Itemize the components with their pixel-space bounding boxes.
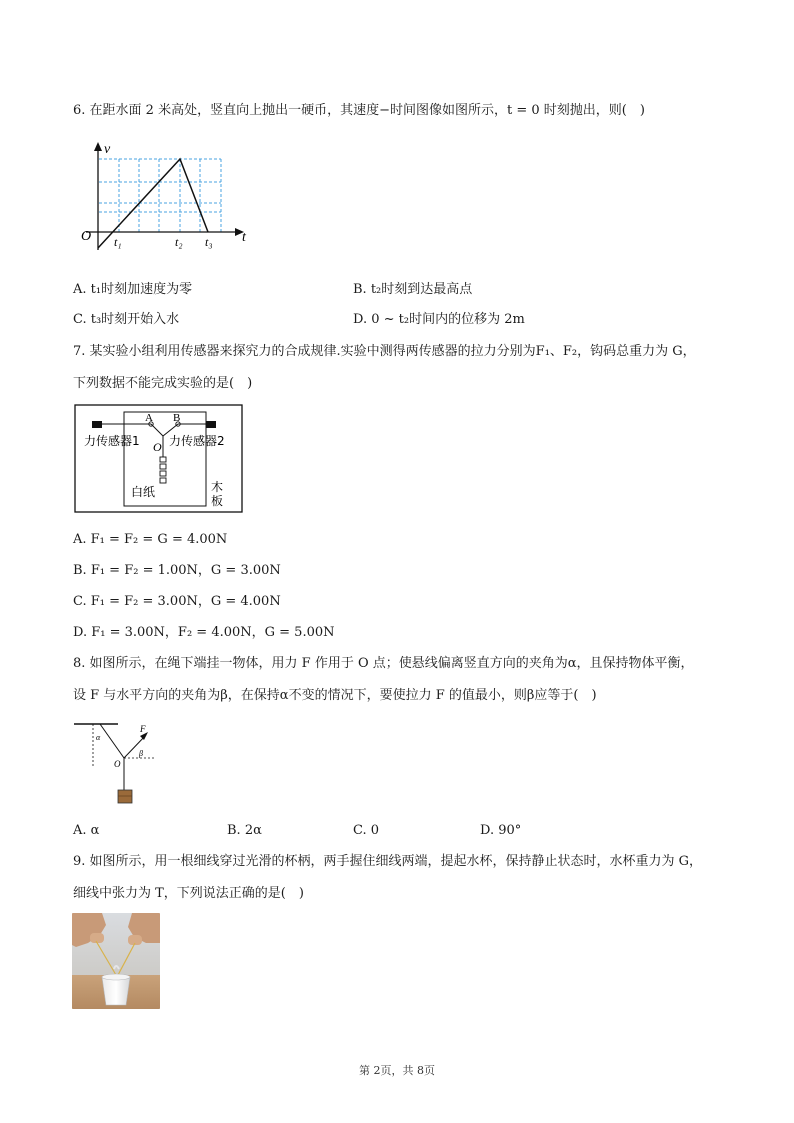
q7-stem-line2: 下列数据不能完成实验的是( )	[73, 376, 253, 391]
page-footer: 第 2页，共 8页	[359, 1064, 435, 1077]
q6-option-a[interactable]: A. t₁时刻加速度为零	[73, 282, 193, 297]
q7-option-a[interactable]: A. F₁ = F₂ = G = 4.00N	[73, 532, 228, 547]
q7-option-c[interactable]: C. F₁ = F₂ = 3.00N，G = 4.00N	[73, 594, 281, 609]
q9-stem-line2: 细线中张力为 T，下列说法正确的是( )	[73, 886, 304, 901]
sensor1-label: 力传感器1	[84, 434, 140, 448]
q8-stem-line2: 设 F 与水平方向的夹角为β，在保持α不变的情况下，要使拉力 F 的值最小，则β应等于( )	[73, 688, 597, 703]
q9-stem-line1: 9. 如图所示，用一根细线穿过光滑的杯柄，两手握住细线两端，提起水杯，保持静止状态时，水杯重力为 G，	[73, 854, 703, 869]
q8-stem-line1: 8. 如图所示，在绳下端挂一物体，用力 F 作用于 O 点；使悬线偏离竖直方向的夹角为α，且保持物体平衡，	[73, 656, 694, 671]
alpha-label: α	[96, 733, 101, 742]
point-b-label: B	[173, 412, 181, 424]
point-a-label: A	[145, 412, 153, 424]
t3-label: t₃	[205, 235, 213, 249]
q7-stem-line1: 7. 某实验小组利用传感器来探究力的合成规律.实验中测得两传感器的拉力分别为F₁、F₂，钩码总重力为 G，	[73, 344, 696, 359]
origin-label: O	[81, 229, 92, 244]
paper-label: 白纸	[131, 485, 156, 499]
point-o-label: O	[153, 440, 162, 454]
t-axis-label: t	[242, 230, 246, 245]
q6-velocity-time-graph	[80, 140, 255, 252]
q6-option-c[interactable]: C. t₃时刻开始入水	[73, 312, 180, 327]
q8-option-b[interactable]: B. 2α	[227, 823, 262, 838]
force-f-label: F	[140, 724, 146, 734]
point-o-label: O	[114, 759, 121, 769]
q7-experiment-figure	[74, 404, 244, 514]
q6-option-d[interactable]: D. 0 ~ t₂时间内的位移为 2m	[353, 312, 525, 327]
q8-force-figure	[72, 718, 162, 808]
board-label-1: 木	[211, 480, 224, 494]
v-axis-label: v	[104, 142, 111, 157]
q6-option-b[interactable]: B. t₂时刻到达最高点	[353, 282, 473, 297]
q8-option-d[interactable]: D. 90°	[480, 823, 522, 838]
t1-label: t₁	[114, 235, 122, 249]
board-label-2: 板	[211, 494, 224, 508]
beta-label: β	[139, 749, 143, 758]
q8-option-c[interactable]: C. 0	[353, 823, 380, 838]
q6-stem: 6. 在距水面 2 米高处，竖直向上抛出一硬币，其速度−时间图像如图所示，t = 0 时刻抛出，则( )	[73, 103, 645, 118]
sensor2-label: 力传感器2	[169, 434, 225, 448]
t2-label: t₂	[175, 235, 183, 249]
q7-option-b[interactable]: B. F₁ = F₂ = 1.00N，G = 3.00N	[73, 563, 281, 578]
q7-option-d[interactable]: D. F₁ = 3.00N，F₂ = 4.00N，G = 5.00N	[73, 625, 335, 640]
q8-option-a[interactable]: A. α	[73, 823, 100, 838]
q9-cup-photo	[72, 913, 160, 1009]
